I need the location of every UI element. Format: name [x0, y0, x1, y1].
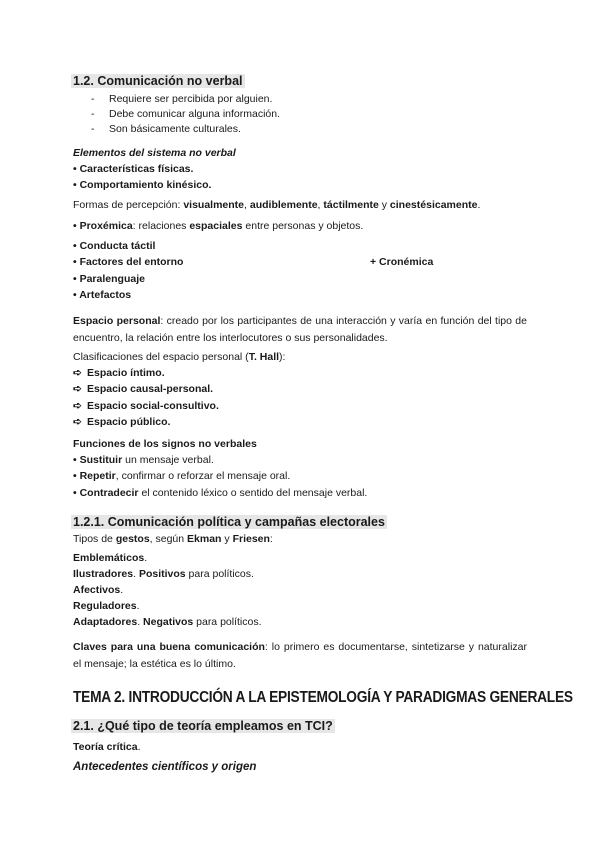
subheading-elementos: Elementos del sistema no verbal [73, 147, 236, 159]
list-item: • Paralenguaje [73, 273, 145, 285]
arrow-icon: ➪ [73, 416, 82, 428]
list-item: - Requiere ser percibida por alguien. [91, 93, 273, 105]
list-item: Adaptadores. Negativos para políticos. [73, 616, 262, 628]
section-title: 1.2. Comunicación no verbal [73, 74, 243, 88]
list-item: • Repetir, confirmar o reforzar el mensaje oral. [73, 470, 291, 482]
subheading-funciones: Funciones de los signos no verbales [73, 438, 257, 450]
clasificaciones: Clasificaciones del espacio personal (T. Hall): [73, 351, 286, 363]
arrow-icon: ➪ [73, 383, 82, 395]
section-heading-1-2-1 [73, 514, 387, 530]
list-item: Reguladores. [73, 600, 140, 612]
proxemica: • Proxémica: relaciones espaciales entre personas y objetos. [73, 220, 364, 232]
chapter-title: TEMA 2. INTRODUCCIÓN A LA EPISTEMOLOGÍA Y PARADIGMAS GENERALES [73, 689, 573, 706]
arrow-icon: ➪ [73, 400, 82, 412]
espacio-personal-paragraph: Espacio personal: creado por los participantes de una interacción y varía en función del tipo de encuentro, la relación entre los interlocutores o sus personalidades. [73, 315, 527, 344]
list-item: • Artefactos [73, 289, 132, 301]
list-item: ➪ Espacio causal-personal. [73, 383, 214, 395]
list-item: ➪ Espacio social-consultivo. [73, 400, 219, 412]
formas-percepcion: Formas de percepción: visualmente, audiblemente, táctilmente y cinestésicamente. [73, 199, 481, 211]
subheading-antecedentes: Antecedentes científicos y origen [73, 761, 257, 773]
section-heading-2-1 [73, 718, 335, 734]
list-item: • Sustituir un mensaje verbal. [73, 454, 214, 466]
list-item: • Contradecir el contenido léxico o sentido del mensaje verbal. [73, 487, 368, 499]
claves-paragraph: Claves para una buena comunicación: lo primero es documentarse, sintetizarse y naturalizar el mensaje; la estética es lo último. [73, 641, 527, 670]
list-item: • Conducta táctil [73, 240, 156, 252]
list-item: - Son básicamente culturales. [91, 123, 241, 135]
list-item: Afectivos. [73, 584, 124, 596]
section-title: 1.2.1. Comunicación política y campañas electorales [73, 515, 385, 529]
list-item: Ilustradores. Positivos para políticos. [73, 568, 254, 580]
cronemica: + Cronémica [370, 256, 434, 268]
list-item: • Comportamiento kinésico. [73, 179, 212, 191]
arrow-icon: ➪ [73, 367, 82, 379]
list-item: - Debe comunicar alguna información. [91, 108, 281, 120]
list-item: Emblemáticos. [73, 552, 148, 564]
list-item: • Características físicas. [73, 163, 194, 175]
section-heading-1-2 [73, 73, 245, 89]
list-item: • Factores del entorno [73, 256, 184, 268]
teoria-critica: Teoría crítica. [73, 741, 141, 753]
tipos-gestos: Tipos de gestos, según Ekman y Friesen: [73, 533, 273, 545]
section-title: 2.1. ¿Qué tipo de teoría empleamos en TCI? [73, 719, 333, 733]
list-item: ➪ Espacio público. [73, 416, 171, 428]
list-item: ➪ Espacio íntimo. [73, 367, 165, 379]
